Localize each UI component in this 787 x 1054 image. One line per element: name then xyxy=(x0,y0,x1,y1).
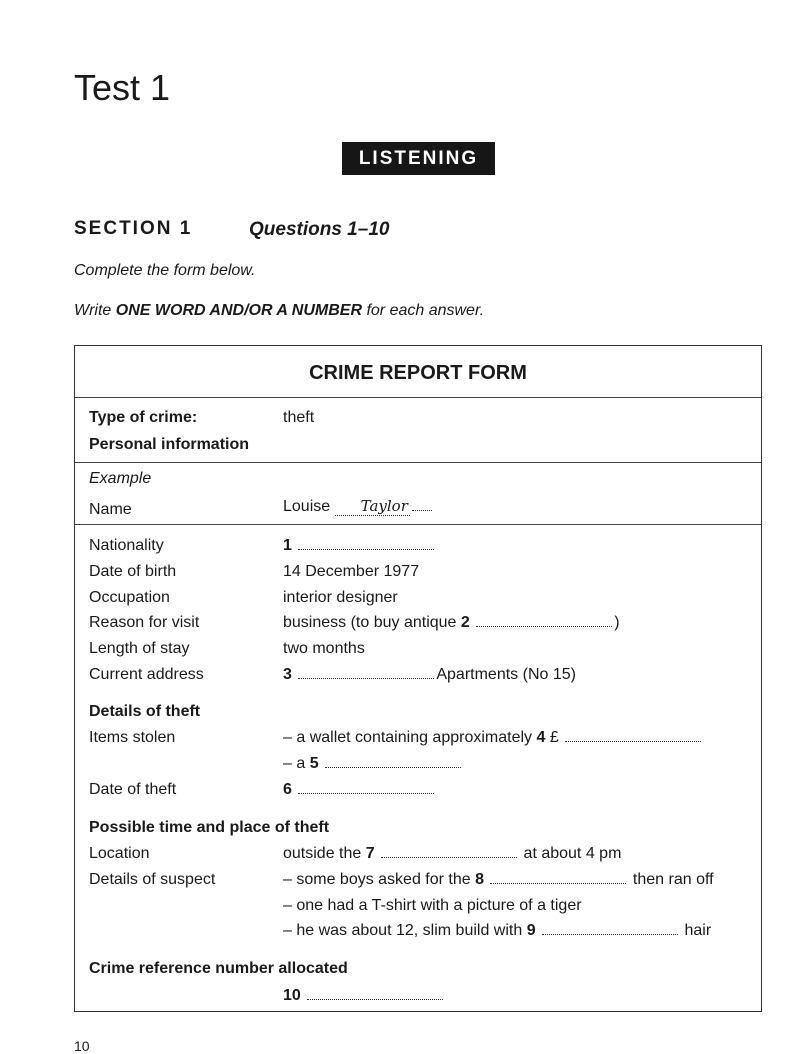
reason-label: Reason for visit xyxy=(89,614,200,631)
answer-blank[interactable] xyxy=(490,871,626,884)
answer-blank[interactable] xyxy=(565,729,701,742)
suspect-detail-2: – one had a T-shirt with a picture of a tiger xyxy=(283,897,582,914)
reference-heading: Crime reference number allocated xyxy=(89,960,348,977)
address-label: Current address xyxy=(89,666,204,683)
type-of-crime-value: theft xyxy=(283,409,315,426)
personal-info-heading: Personal information xyxy=(89,436,250,453)
instruction-line-2: Write ONE WORD AND/OR A NUMBER for each answer. xyxy=(74,302,485,319)
example-answer: Taylor xyxy=(335,498,410,516)
possible-heading: Possible time and place of theft xyxy=(89,819,330,836)
example-label: Example xyxy=(89,470,152,487)
q3-answer: 3 Apartments (No 15) xyxy=(283,666,576,683)
answer-blank[interactable] xyxy=(476,614,612,627)
answer-blank[interactable] xyxy=(298,537,434,550)
listening-badge: LISTENING xyxy=(342,142,495,175)
occupation-label: Occupation xyxy=(89,589,170,606)
nationality-label: Nationality xyxy=(89,537,164,554)
location-label: Location xyxy=(89,845,150,862)
divider xyxy=(75,397,761,398)
type-of-crime-label: Type of crime: xyxy=(89,409,198,426)
answer-blank[interactable] xyxy=(307,987,443,1000)
q1-answer: 1 xyxy=(283,537,436,555)
q6-answer: 6 xyxy=(283,781,436,799)
q2-answer: business (to buy antique 2 ) xyxy=(283,614,620,631)
instruction-emphasis: ONE WORD AND/OR A NUMBER xyxy=(115,302,362,319)
answer-blank[interactable] xyxy=(381,845,517,858)
answer-blank[interactable] xyxy=(298,781,434,794)
occupation-value: interior designer xyxy=(283,589,398,606)
stay-value: two months xyxy=(283,640,365,657)
page-number: 10 xyxy=(74,1038,90,1054)
dob-label: Date of birth xyxy=(89,563,177,580)
questions-range: Questions 1–10 xyxy=(249,219,390,240)
instruction-line-1: Complete the form below. xyxy=(74,262,256,279)
crime-report-form xyxy=(74,345,762,1012)
answer-blank[interactable] xyxy=(325,755,461,768)
test-title: Test 1 xyxy=(74,67,171,108)
divider xyxy=(75,462,761,463)
items-label: Items stolen xyxy=(89,729,176,746)
theft-heading: Details of theft xyxy=(89,703,201,720)
name-value: Louise Taylor xyxy=(283,498,434,516)
q5-answer: – a 5 xyxy=(283,755,463,773)
q8-answer: – some boys asked for the 8 then ran off xyxy=(283,871,714,888)
answer-blank[interactable] xyxy=(542,922,678,935)
form-title: CRIME REPORT FORM xyxy=(309,362,527,384)
stay-label: Length of stay xyxy=(89,640,190,657)
q7-answer: outside the 7 at about 4 pm xyxy=(283,845,622,862)
section-title: SECTION 1 xyxy=(74,218,193,239)
date-label: Date of theft xyxy=(89,781,177,798)
dob-value: 14 December 1977 xyxy=(283,563,420,580)
q10-answer: 10 xyxy=(283,987,445,1005)
q4-answer: – a wallet containing approximately 4 £ xyxy=(283,729,703,747)
suspect-label: Details of suspect xyxy=(89,871,216,888)
answer-blank[interactable] xyxy=(298,666,434,679)
divider xyxy=(75,524,761,525)
name-label: Name xyxy=(89,501,132,518)
q9-answer: – he was about 12, slim build with 9 hair xyxy=(283,922,712,939)
